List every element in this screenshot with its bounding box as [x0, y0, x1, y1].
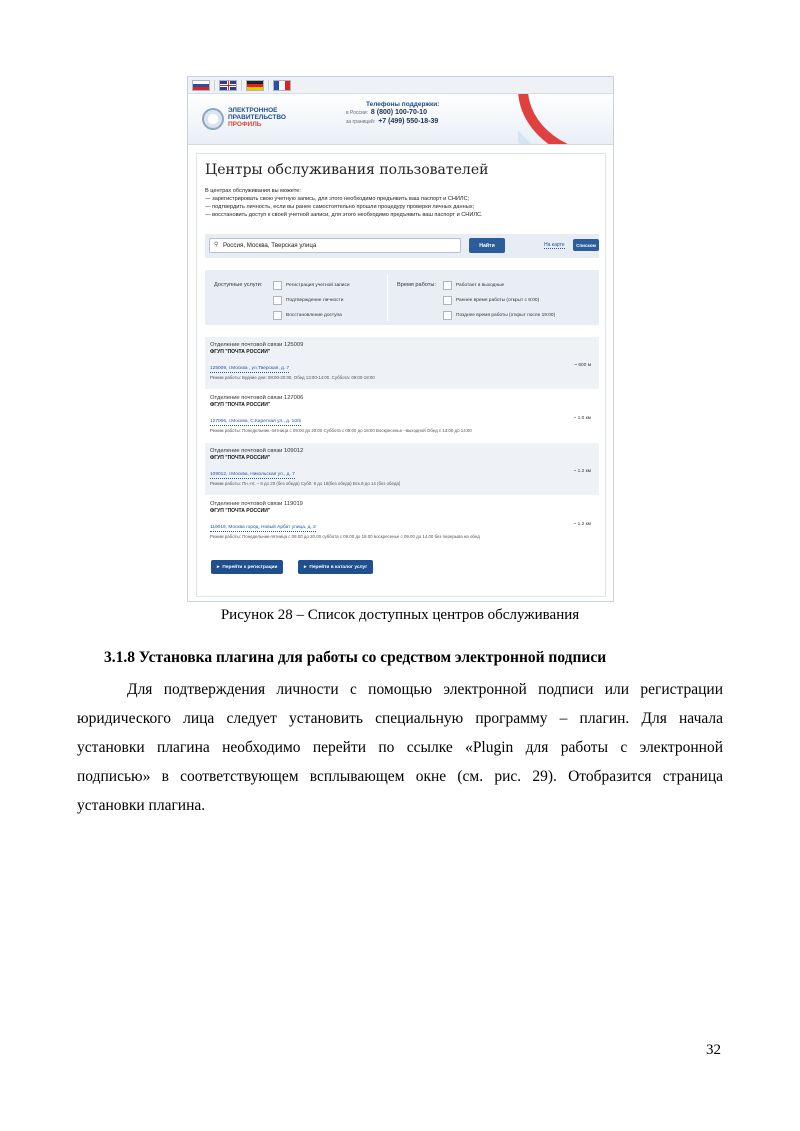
page-title: Центры обслуживания пользователей — [205, 162, 489, 178]
filter-weekends[interactable]: Работает в выходные — [443, 281, 504, 290]
logo-line2[interactable]: ПРАВИТЕЛЬСТВО — [228, 114, 286, 121]
play-icon: ▸ — [217, 564, 220, 570]
figure-caption: Рисунок 28 – Список доступных центров обслуживания — [220, 607, 580, 623]
filter-registration[interactable]: Регистрация учетной записи — [273, 281, 350, 290]
emblem-icon[interactable] — [202, 108, 224, 130]
address-link[interactable]: 109012, г.Москва, Никольская ул., д. 7 — [210, 472, 295, 477]
services-label: Доступные услуги: — [214, 282, 263, 288]
intro-text: В центрах обслуживания вы можете: — зарегистрировать свою учетную запись, для этого необходимо предъявить ваш паспорт и СНИЛС; — подтвердить личность, если вы ранее самостоятельно прошли процедуру проверки личных данных; — восстановить доступ к своей учетной записи, для этого необходимо предъявить ваш паспорт и СНИЛС. — [205, 188, 483, 218]
map-view-link[interactable]: На карте — [544, 242, 565, 248]
language-bar — [188, 77, 613, 94]
filter-verification[interactable]: Подтверждение личности — [273, 296, 343, 305]
distance: ~ 600 м — [574, 363, 591, 368]
distance: ~ 1.0 км — [573, 416, 591, 421]
result-item[interactable]: Отделение почтовой связи 125009 ФГУП "ПОЧТА РОССИИ" 125009, г.Москва , ул.Тверская, д. 7 Режим работы: Будние дни: 08:00-20:00, Обед 13:00-14:00. Суббота: 09:00-18:00 ~ 600 м — [205, 337, 599, 389]
content-panel — [196, 153, 606, 597]
flag-uk-icon[interactable] — [219, 80, 237, 91]
result-item[interactable]: Отделение почтовой связи 119019 ФГУП "ПОЧТА РОССИИ" 119019, Москва город, Новый Арбат улица, д. 2 Режим работы: Понедельник-пятница с 08.00 до 20.00 суббота с 09.00 до 18.00 воскресенье с 09.00 до 14.00 без перерыва на обед ~ 1.2 км — [210, 501, 591, 539]
distance: ~ 1.2 км — [573, 469, 591, 474]
site-header — [188, 94, 613, 145]
filters-panel — [205, 270, 599, 325]
go-registration-button[interactable]: ▸ Перейти к регистрации — [211, 560, 283, 574]
support-title: Телефоны поддержки: — [366, 101, 440, 108]
logo-line1[interactable]: ЭЛЕКТРОННОЕ — [228, 107, 278, 114]
filter-recovery[interactable]: Восстановление доступа — [273, 311, 342, 320]
result-item[interactable]: Отделение почтовой связи 127006 ФГУП "ПОЧТА РОССИИ" 127006, г.Москва, С.Каретная ул., д. 10/5 Режим работы: Понедельник.-пятница с 09:00 до 20:00 Суббота с 09:00 до 18:00 Воскресенье –выходной Обед с 13:00 до 14:00 ~ 1.0 км — [210, 395, 591, 433]
go-catalog-button[interactable]: ▸ Перейти в каталог услуг — [298, 560, 373, 574]
checkbox[interactable] — [273, 281, 282, 290]
checkbox[interactable] — [443, 311, 452, 320]
search-icon: ⚲ — [214, 242, 219, 248]
search-bar — [205, 234, 599, 258]
address-link[interactable]: 119019, Москва город, Новый Арбат улица, д. 2 — [210, 525, 316, 530]
address-link[interactable]: 125009, г.Москва , ул.Тверская, д. 7 — [210, 366, 290, 371]
section-heading: 3.1.8 Установка плагина для работы со средством электронной подписи — [104, 649, 607, 666]
flag-ru-icon[interactable] — [192, 80, 210, 91]
filter-early[interactable]: Раннее время работы (открыт с 8:00) — [443, 296, 539, 305]
logo-line3[interactable]: ПРОФИЛЬ — [228, 121, 262, 128]
search-input[interactable]: ⚲ Россия, Москва, Тверская улица — [209, 238, 461, 253]
checkbox[interactable] — [443, 281, 452, 290]
play-icon: ▸ — [304, 564, 307, 570]
flag-de-icon[interactable] — [246, 80, 264, 91]
distance: ~ 1.2 км — [573, 522, 591, 527]
checkbox[interactable] — [273, 296, 282, 305]
checkbox[interactable] — [273, 311, 282, 320]
list-view-button[interactable]: Списком — [573, 239, 599, 251]
find-button[interactable]: Найти — [469, 238, 505, 253]
hours-label: Время работы: — [397, 282, 436, 288]
result-item[interactable]: Отделение почтовой связи 109012 ФГУП "ПОЧТА РОССИИ" 109012, г.Москва, Никольская ул., д. 7 Режим работы: Пн.-пт. – 8 до 20 (без обеда) Суб0. 9 до 18(без обеда) Вск.9 до 14 (без обеда) ~ 1.2 км — [205, 443, 599, 495]
figure-screenshot — [187, 76, 614, 602]
address-link[interactable]: 127006, г.Москва, С.Каретная ул., д. 10/5 — [210, 419, 301, 424]
support-russia: в России: 8 (800) 100-70-10 — [346, 109, 427, 116]
support-abroad: за границей: +7 (499) 550-18-39 — [346, 118, 439, 125]
filter-late[interactable]: Позднее время работы (открыт после 19:00) — [443, 311, 555, 320]
header-decoration — [518, 94, 613, 144]
page-number: 32 — [706, 1042, 721, 1058]
body-paragraph: Для подтверждения личности с помощью электронной подписи или регистрации юридического лица следует установить специальную программу – плагин. Для начала установки плагина необходимо перейти по ссылке «Plugin для работы с электронной подписью» в соответствующем всплывающем окне (см. рис. 29). Отобразится страница установки плагина. — [77, 681, 723, 814]
flag-fr-icon[interactable] — [273, 80, 291, 91]
checkbox[interactable] — [443, 296, 452, 305]
